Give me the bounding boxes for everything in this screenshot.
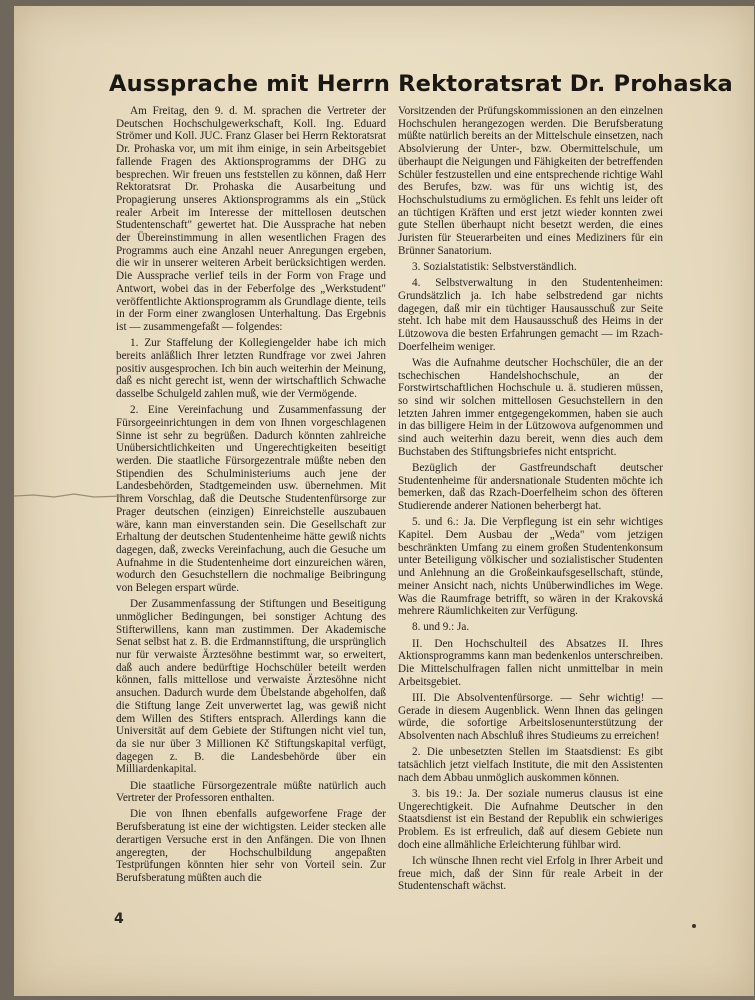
paragraph: Am Freitag, den 9. d. M. sprachen die Vertreter der Deutschen Hochschulgewerkschaft, Koll. Ing. Eduard Strömer und Koll. JUC. Franz Glaser bei Herrn Rektoratsrat Dr. Prohaska vor, um mit ihm einige, in sein Arbeitsgebiet fallende Fragen des Aktionsprogramms der DHG zu besprechen. Wir freuen uns feststellen zu können, daß Herr Rektoratsrat Dr. Prohaska die Ausarbeitung und Propagierung unseres Aktionsprogramms als ein „Stück realer Arbeit im Interesse der mittellosen deutschen Studentenschaft" gewertet hat. Die Aussprache hat neben der Übereinstimmung in allen wesentlichen Fragen des Programms auch eine Anzahl neuer Anregungen ergeben, die wir in unserer weiteren Arbeit berücksichtigen werden. Die Aussprache verlief teils in der Form von Frage und Antwort, wobei das in der Feberfolge des „Werkstudent" veröffentlichte Aktionsprogramm als Grundlage diente, teils in der Form einer zwanglosen Unterhaltung. Das Ergebnis ist — zusammengefaßt — folgendes:: [116, 105, 386, 333]
paragraph: Die staatliche Fürsorgezentrale müßte natürlich auch Vertreter der Professoren enthalten.: [116, 779, 386, 805]
paragraph: Bezüglich der Gastfreundschaft deutscher Studentenheime für andersnationale Studenten möchte ich bemerken, daß das Rzach-Doerfelheim schon des öfteren Studierende anderer Nationen beherbergt hat.: [398, 461, 663, 513]
left-column: [116, 105, 386, 888]
page-number: 4: [114, 911, 124, 927]
paragraph: 2. Die unbesetzten Stellen im Staatsdienst: Es gibt tatsächlich jetzt vielfach Institute, die mit den Assistenten nach dem Abbau unmöglich auskommen können.: [398, 746, 663, 784]
paragraph: II. Den Hochschulteil des Absatzes II. Ihres Aktionsprogramms kann man bedenkenlos unterschreiben. Die Mittelschulfragen fallen nicht unmittelbar in mein Arbeitsgebiet.: [398, 637, 663, 688]
paragraph: 5. und 6.: Ja. Die Verpflegung ist ein sehr wichtiges Kapitel. Dem Ausbau der „Weda" vom jetzigen beschränkten Umfang zu einem großen Studentenkonsum unter Beteiligung völkischer und sozialistischer Studenten und Anlehnung an die Großeinkaufsgesellschaft, stünde, meiner Ansicht nach, nichts Unüberwindliches im Wege. Was die Raumfrage betrifft, so wären in der Krakovská mehrere Räumlichkeiten zur Verfügung.: [398, 516, 663, 618]
paragraph: Der Zusammenfassung der Stiftungen und Beseitigung unmöglicher Bedingungen, bei sonstiger Achtung des Stifterwillens, kann man zustimmen. Der Akademische Senat selbst hat z. B. die Erdmannstiftung, die ursprünglich nur für verwaiste Ärztesöhne bestimmt war, so erweitert, daß auch andere bedürftige Hochschüler beteilt werden können, falls mittellose und verwaiste Ärztesöhne nicht ansuchen. Dadurch wurde dem Übelstande abgeholfen, daß die Stiftung lange Zeit unverwertet lag, was gewiß nicht dem Willen des Stifters entsprach. Allerdings kann die Universität auf dem Gebiete der Stiftungen nicht viel tun, da sie nur über 3 Millionen Kč Stiftungskapital verfügt, dagegen z. B. die Landesbehörde über ein Milliardenkapital.: [116, 598, 386, 776]
paragraph: 4. Selbstverwaltung in den Studentenheimen: Grundsätzlich ja. Ich habe selbstredend gar nichts dagegen, daß mir ein tüchtiger Hausausschuß zur Seite steht. Ich habe mit dem Hausausschuß des Heims in der Lützowova die besten Erfahrungen gemacht — im Rzach-Doerfelheim weniger.: [398, 277, 663, 353]
paragraph: Was die Aufnahme deutscher Hochschüler, die an der tschechischen Handelshochschule, an der Forstwirtschaftlichen Hochschule u. ä. studieren müssen, so sind wir solchen mittellosen Gesuchstellern in den letzten Jahren immer entgegengekommen, haben sie auch in das billigere Heim in der Lützowova aufgenommen und sind auch weiterhin dazu bereit, wenn dies auch dem Buchstaben des Stiftungsbriefes nicht entspricht.: [398, 356, 663, 458]
right-column: [398, 105, 663, 896]
paragraph: 3. Sozialstatistik: Selbstverständlich.: [412, 260, 577, 273]
paragraph: Die von Ihnen ebenfalls aufgeworfene Frage der Berufsberatung ist eine der wichtigsten. Leider stecken alle derartigen Versuche erst in den Anfängen. Die von Ihnen angeregten, der Hochschulbildung angepaßten Testprüfungen könnten hier sehr von Vorteil sein. Zur Berufsberatung müßten auch die: [116, 808, 386, 884]
article-title: Aussprache mit Herrn Rektoratsrat Dr. Prohaska: [109, 71, 733, 97]
paragraph: Ich wünsche Ihnen recht viel Erfolg in Ihrer Arbeit und freue mich, daß der Sinn für reale Arbeit in der Studentenschaft wächst.: [398, 854, 663, 893]
newspaper-page: [14, 6, 754, 996]
paragraph: 1. Zur Staffelung der Kollegiengelder habe ich mich bereits anläßlich Ihrer letzten Rundfrage vor zwei Jahren positiv ausgesprochen. Ich bin auch weiterhin der Meinung, daß es nicht gerecht ist, wenn der wirtschaftlich Schwache dasselbe Schulgeld zahlen muß, wie der Vermögende.: [116, 337, 386, 400]
paragraph: 2. Eine Vereinfachung und Zusammenfassung der Fürsorgeeinrichtungen in dem von Ihnen vorgeschlagenen Sinne ist sehr zu begrüßen. Dadurch könnten zahlreiche Unübersichtlichkeiten und Ungerechtigkeiten beseitigt werden. Die staatliche Fürsorgezentrale müßte neben den Stipendien des Schulministeriums auch jene der Landesbehörden, Stadtgemeinden usw. übernehmen. Mit Ihrem Vorschlag, daß die Deutsche Studentenfürsorge zur Prager deutschen (einzigen) Einreichstelle auszubauen wäre, kann man einverstanden sein. Die Gesellschaft zur Erhaltung der deutschen Studentenheime hätte gewiß nichts dagegen, daß, zwecks Vereinfachung, auch die Gesuche um Aufnahme in die Studentenheime dort einzureichen wären, wodurch den Gesuchstellern die nochmalige Beibringung von Belegen erspart würde.: [116, 404, 386, 595]
paper-tear: [14, 486, 124, 506]
paragraph: 3. bis 19.: Ja. Der soziale numerus clausus ist eine Ungerechtigkeit. Die Aufnahme Deutscher in den Staatsdienst ist ein Bestand der Republik ein schwieriges Problem. Es ist erfreulich, daß auf diesem Gebiete nun doch eine allmähliche Erleichterung fühlbar wird.: [398, 787, 663, 851]
paragraph: 8. und 9.: Ja.: [412, 621, 470, 634]
paragraph: III. Die Absolventenfürsorge. — Sehr wichtig! — Gerade in diesem Augenblick. Wenn Ihnen das gelingen würde, die sofortige Arbeitslosenunterstützung der Absolventen nach Abschluß ihres Studieums zu erreichen!: [398, 691, 663, 743]
ink-dot: [692, 924, 696, 928]
paragraph: Vorsitzenden der Prüfungskommissionen an den einzelnen Hochschulen herangezogen werden. Die Berufsberatung müßte natürlich bereits an der Mittelschule einsetzen, nach Absolvierung der Unter-, bzw. Obermittelschule, um überhaupt die Neigungen und Fähigkeiten der betreffenden Schüler festzustellen und eine entsprechende richtige Wahl des Berufes, bzw. was für uns wichtig ist, des Hochschulstudiums zu ermöglichen. Es fehlt uns leider oft an tüchtigen Kräften und erst jetzt wieder konnten zwei gute Stellen überhaupt nicht besetzt werden, die eines Juristen für Steuerarbeiten und eines Mediziners für ein Brünner Sanatorium.: [398, 105, 663, 257]
